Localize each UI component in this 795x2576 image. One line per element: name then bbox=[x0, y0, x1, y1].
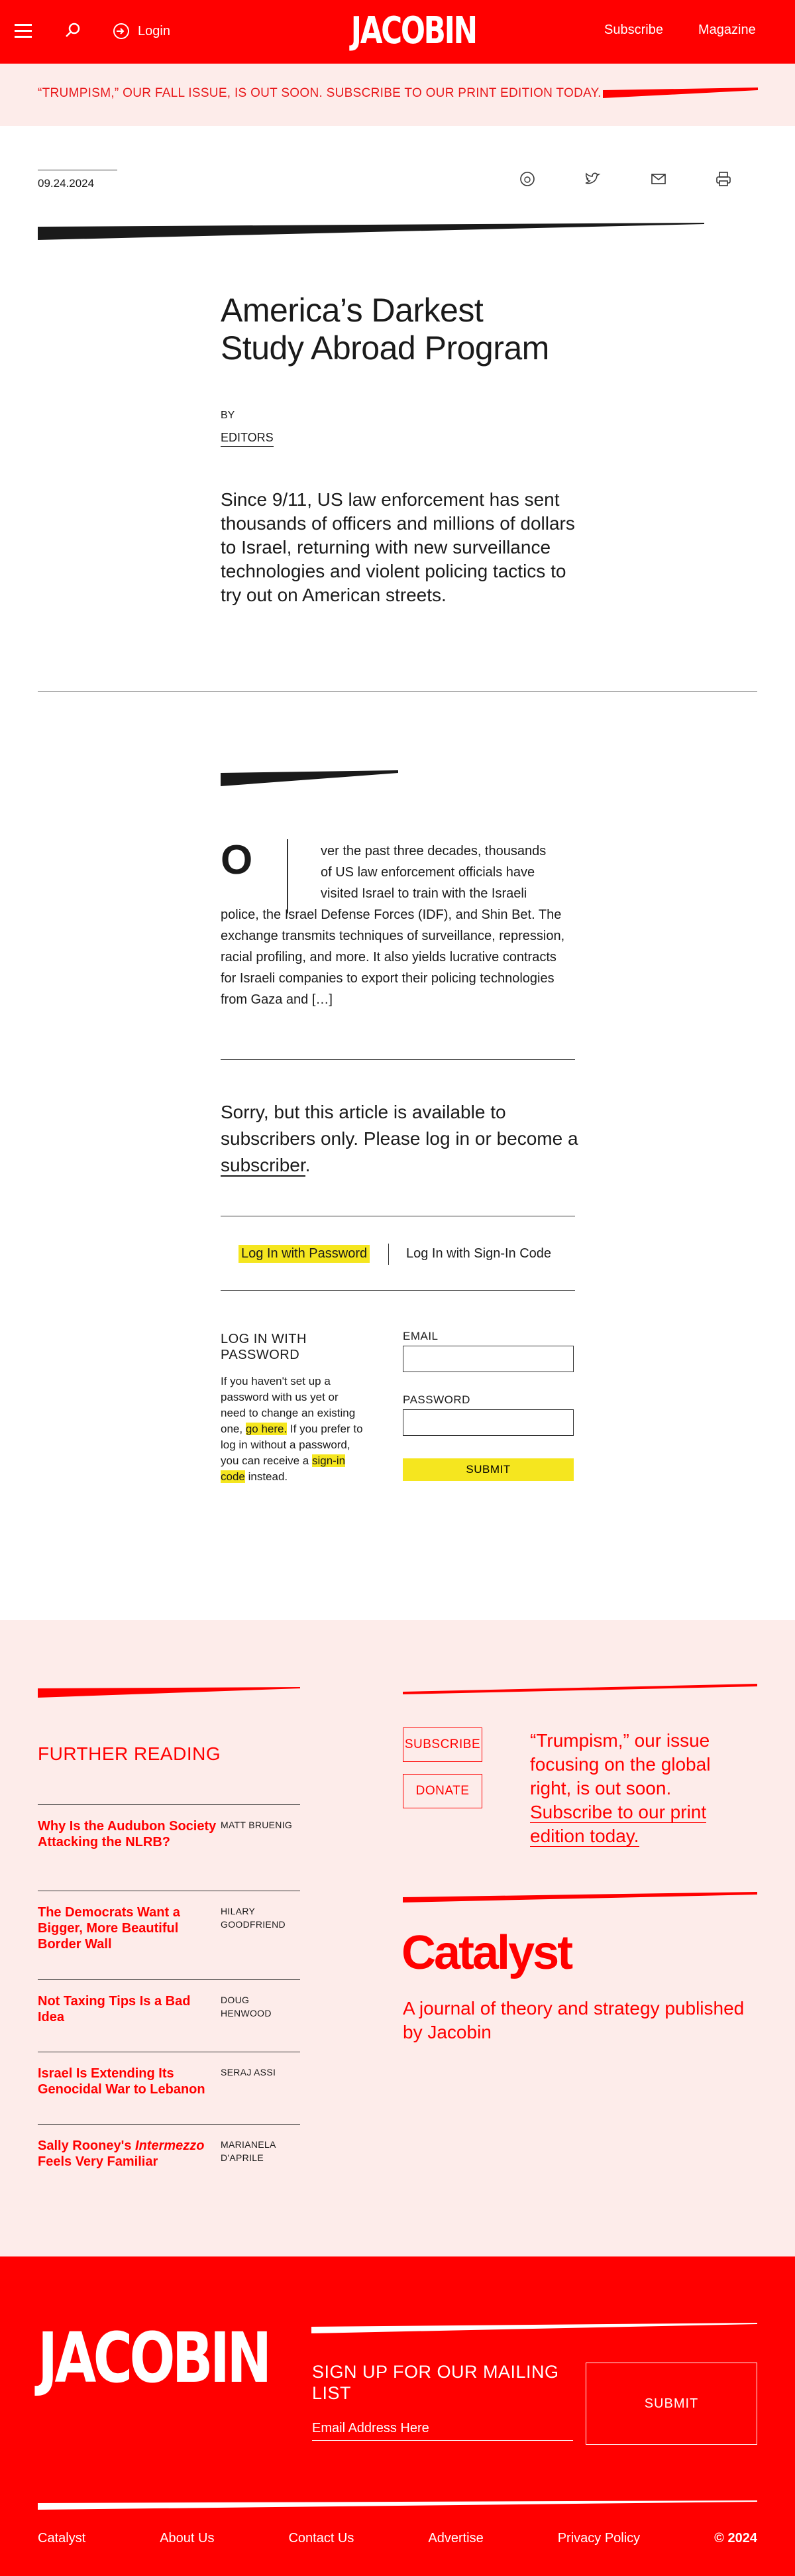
subscriber-link[interactable]: subscriber bbox=[221, 1155, 305, 1175]
article-title: America’s Darkest Study Abroad Program bbox=[221, 292, 549, 367]
footer-logo[interactable]: JACOBIN bbox=[38, 2317, 269, 2398]
promo-wedge bbox=[603, 88, 758, 98]
list-item[interactable] bbox=[38, 2124, 300, 2169]
paywall-message: Sorry, but this article is available to subscribers only. Please log in or become a subscriber. bbox=[221, 1102, 578, 1175]
print-icon[interactable] bbox=[714, 170, 733, 188]
footer-link-privacy[interactable]: Privacy Policy bbox=[557, 2531, 641, 2546]
title-divider-wedge bbox=[38, 223, 704, 240]
footer bbox=[0, 2256, 795, 2576]
further-reading-title: FURTHER READING bbox=[38, 1743, 221, 1764]
footer-link-about[interactable]: About Us bbox=[160, 2531, 215, 2546]
menu-icon[interactable] bbox=[15, 24, 32, 38]
promo-text[interactable]: “TRUMPISM,” OUR FALL ISSUE, IS OUT SOON. SUBSCRIBE TO OUR PRINT EDITION TODAY. bbox=[38, 86, 602, 100]
print-edition-link[interactable]: Subscribe to our print edition today. bbox=[530, 1802, 707, 1846]
catalyst-logo[interactable]: Catalyst bbox=[401, 1926, 572, 1979]
article-body: ver the past three decades, thousands of US law enforcement officials have visited Israel to train with the Israeli police, the Israel Defense Forces (IDF), and Shin Bet. The exchange transmits techniques of surveillance, repression, racial profiling, and more. It also yields lucrative contracts for Israeli companies to export their policing technologies from Gaza and […] bbox=[221, 844, 565, 1007]
further-reading-link[interactable]: The Democrats Want a Bigger, More Beautiful Border Wall bbox=[38, 1905, 180, 1952]
top-bar bbox=[0, 0, 795, 64]
jacobin-logo[interactable]: JACOBIN bbox=[350, 9, 476, 52]
footer-link-advertise[interactable]: Advertise bbox=[428, 2531, 484, 2546]
password-label: PASSWORD bbox=[403, 1393, 470, 1406]
divider bbox=[221, 1059, 575, 1060]
further-reading-wedge bbox=[38, 1687, 300, 1698]
trumpism-promo: “Trumpism,” our issue focusing on the global right, is out soon. Subscribe to our print edition today. bbox=[530, 1730, 711, 1846]
login-section-title: LOG IN WITH PASSWORD bbox=[221, 1332, 307, 1362]
twitter-icon[interactable] bbox=[583, 170, 602, 188]
email-icon[interactable] bbox=[649, 170, 668, 188]
login-link[interactable] bbox=[113, 21, 170, 41]
copyright: © 2024 bbox=[714, 2531, 757, 2546]
author-link[interactable]: EDITORS bbox=[221, 431, 274, 447]
further-reading-link[interactable]: Sally Rooney's Intermezzo Feels Very Familiar bbox=[38, 2138, 205, 2169]
email-input[interactable] bbox=[403, 1346, 574, 1372]
login-help-text: If you haven't set up a password with us yet or need to change an existing one, go here. If you prefer to log in without a password, you can receive a sign-in code instead. bbox=[221, 1375, 363, 1483]
sign-in-code-link[interactable]: sign-in code bbox=[221, 1454, 346, 1483]
further-reading-author: DOUG HENWOOD bbox=[221, 1995, 272, 2019]
email-label: EMAIL bbox=[403, 1330, 439, 1342]
further-reading-author: MARIANELA D'APRILE bbox=[221, 2139, 276, 2163]
donate-button[interactable]: DONATE bbox=[403, 1774, 482, 1808]
article-date: 09.24.2024 bbox=[38, 170, 117, 190]
login-label: Login bbox=[138, 23, 170, 38]
body-wedge bbox=[221, 770, 398, 786]
catalyst-description: A journal of theory and strategy published by Jacobin bbox=[403, 1998, 745, 2042]
tab-password-login[interactable]: Log In with Password bbox=[238, 1245, 370, 1263]
further-reading-author: HILARY GOODFRIEND bbox=[221, 1906, 286, 1930]
footer-wedge bbox=[38, 2500, 757, 2510]
login-submit-button[interactable]: SUBMIT bbox=[403, 1458, 574, 1481]
further-reading-link[interactable]: Israel Is Extending Its Genocidal War to Lebanon bbox=[38, 2066, 205, 2097]
footer-link-catalyst[interactable]: Catalyst bbox=[38, 2531, 86, 2546]
password-input[interactable] bbox=[403, 1409, 574, 1436]
tab-signin-code[interactable]: Log In with Sign-In Code bbox=[406, 1246, 552, 1261]
subscribe-button[interactable]: SUBSCRIBE bbox=[403, 1727, 482, 1762]
search-icon[interactable] bbox=[64, 21, 82, 40]
further-reading-author: MATT BRUENIG bbox=[221, 1820, 293, 1830]
article-dek: Since 9/11, US law enforcement has sent thousands of officers and millions of dollars to Israel, returning with new surveillance technologies and violent policing tactics to try out on American streets. bbox=[221, 489, 575, 605]
list-item[interactable] bbox=[38, 1979, 300, 2024]
footer-wedge bbox=[311, 2323, 757, 2333]
byline-label: BY bbox=[221, 410, 235, 421]
drop-cap: O bbox=[221, 837, 253, 883]
go-here-link[interactable]: go here. bbox=[245, 1423, 288, 1435]
footer-link-contact[interactable]: Contact Us bbox=[288, 2531, 354, 2546]
tab-separator bbox=[388, 1244, 389, 1265]
further-reading-link[interactable]: Why Is the Audubon Society Attacking the NLRB? bbox=[38, 1819, 217, 1849]
login-icon bbox=[113, 23, 130, 40]
divider bbox=[38, 691, 757, 692]
subscribe-link[interactable]: Subscribe bbox=[604, 23, 663, 37]
footer-submit-button[interactable]: SUBMIT bbox=[586, 2363, 757, 2445]
side-wedge bbox=[403, 1684, 757, 1694]
magazine-link[interactable]: Magazine bbox=[698, 23, 756, 37]
footer-links bbox=[38, 2531, 757, 2546]
further-reading-author: SERAJ ASSI bbox=[221, 2067, 276, 2078]
reddit-icon[interactable] bbox=[518, 170, 537, 188]
divider bbox=[221, 1290, 575, 1291]
catalyst-wedge bbox=[403, 1892, 757, 1903]
footer-email-input[interactable]: Email Address Here bbox=[312, 2421, 573, 2441]
promo-banner[interactable] bbox=[0, 64, 795, 126]
list-item[interactable] bbox=[38, 1804, 300, 1849]
mailing-list-title: SIGN UP FOR OUR MAILING LIST bbox=[312, 2362, 559, 2403]
further-reading-link[interactable]: Not Taxing Tips Is a Bad Idea bbox=[38, 1994, 191, 2024]
